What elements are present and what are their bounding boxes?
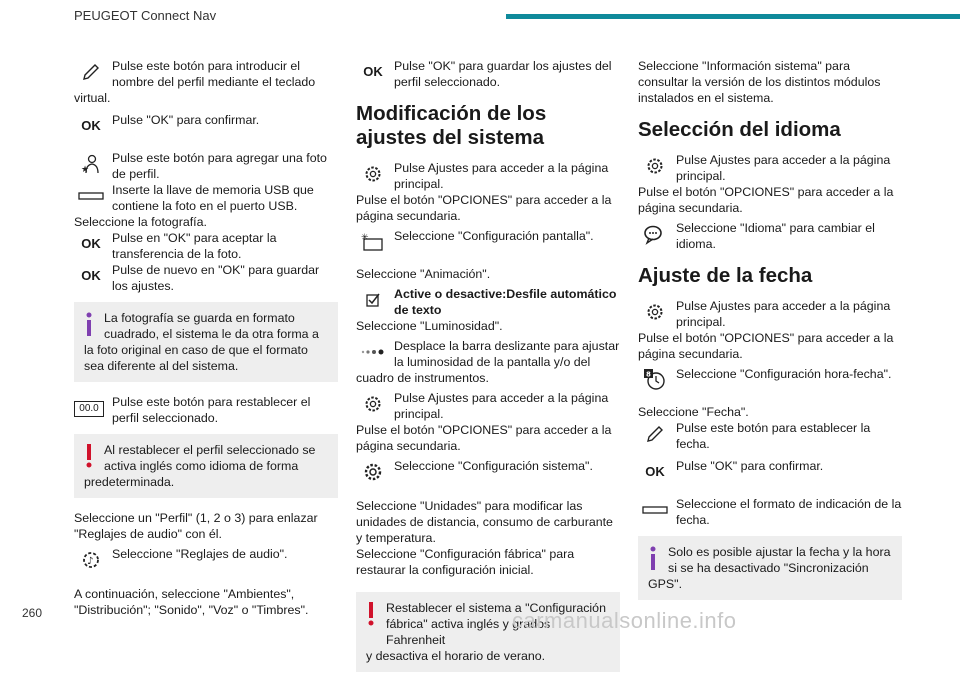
section-heading-date: Ajuste de la fecha — [638, 264, 813, 287]
system-instruction: Seleccione "Configuración sistema". — [356, 458, 620, 490]
clock-date-icon — [642, 369, 668, 391]
units-text: Seleccione "Unidades" para modificar las unidades de distancia, consumo de carburante y temperatura. — [356, 499, 613, 545]
info-note-date: Solo es posible ajustar la fecha y la hora si se ha desactivado "Sincronización GPS". — [638, 536, 902, 600]
brightness-slider-icon — [360, 341, 386, 363]
settings-instruction-4: Pulse Ajustes para acceder a la página principal. — [638, 298, 902, 330]
ok-transfer-instruction: OK Pulse en "OK" para aceptar la transferencia de la foto. — [74, 230, 338, 262]
slider-instruction: Desplace la barra deslizante para ajustar la luminosidad de la pantalla y/o del cuadro de instrumentos. — [356, 339, 620, 385]
settings-gear-icon — [642, 155, 668, 177]
ok-confirm-date-instruction: OK Pulse "OK" para confirmar. — [638, 458, 902, 490]
reset-icon: 00.0 — [74, 401, 104, 417]
column-3 — [638, 58, 902, 612]
pencil-icon — [642, 423, 668, 445]
language-icon — [642, 223, 668, 245]
settings-gear-icon — [360, 393, 386, 415]
warning-marker-icon — [86, 444, 90, 466]
ok-icon: OK — [645, 464, 665, 479]
info-marker-icon — [86, 312, 90, 334]
system-info-text: Seleccione "Información sistema" para consultar la versión de los distintos módulos instalados en el sistema. — [638, 59, 881, 105]
warning-note-factory: Restablecer el sistema a "Configuración fábrica" activa inglés y grados Fahrenheit y desactiva el horario de verano. — [356, 592, 620, 672]
screen-instruction: ✳ Seleccione "Configuración pantalla". — [356, 228, 620, 260]
factory-text: Seleccione "Configuración fábrica" para restaurar la configuración inicial. — [356, 547, 575, 577]
language-instruction: Seleccione "Idioma" para cambiar el idioma. — [638, 220, 902, 252]
header-accent-bar — [506, 14, 960, 19]
brightness-text: Seleccione "Luminosidad". — [356, 319, 503, 333]
settings-instruction-3: Pulse Ajustes para acceder a la página principal. — [638, 152, 902, 184]
options-text-3: Pulse el botón "OPCIONES" para acceder a la página secundaria. — [638, 185, 894, 215]
ok-icon: OK — [81, 236, 101, 251]
screen-icon — [360, 231, 386, 253]
watermark: carmanualsonline.info — [512, 608, 737, 633]
svg-text:♪: ♪ — [87, 556, 94, 567]
info-note: La fotografía se guarda en formato cuadrado, el sistema le da otra forma a la foto original en caso de que el formato sea diferente al del sistema. — [74, 302, 338, 382]
format-instruction: Seleccione el formato de indicación de la fecha. — [638, 496, 902, 528]
photo-instruction: ★ Pulse este botón para agregar una foto de perfil. — [74, 150, 338, 182]
audio-settings-icon — [78, 549, 104, 571]
ok-instruction: OK Pulse "OK" para confirmar. — [74, 112, 338, 144]
pencil-date-instruction: Pulse este botón para establecer la fecha. — [638, 420, 902, 452]
settings-instruction-2: Pulse Ajustes para acceder a la página principal. — [356, 390, 620, 422]
ok-save-profile-instruction: OK Pulse "OK" para guardar los ajustes del perfil seleccionado. — [356, 58, 620, 90]
audio-instruction: ♪ Seleccione "Reglajes de audio". — [74, 546, 338, 578]
options-text-4: Pulse el botón "OPCIONES" para acceder a la página secundaria. — [638, 331, 894, 361]
usb-key-icon — [78, 185, 104, 207]
then-select-text: A continuación, seleccione "Ambientes", "Distribución"; "Sonido", "Voz" o "Timbres". — [74, 587, 309, 617]
options-text-2: Pulse el botón "OPCIONES" para acceder a la página secundaria. — [356, 423, 612, 453]
header-title: PEUGEOT Connect Nav — [74, 8, 217, 23]
settings-gear-icon — [642, 301, 668, 323]
ok-icon: OK — [81, 118, 101, 133]
pencil-icon — [78, 61, 104, 83]
svg-text:★: ★ — [81, 165, 90, 175]
reset-instruction: 00.0 Pulse este botón para restablecer el perfil seleccionado. — [74, 394, 338, 426]
settings-gear-icon — [360, 163, 386, 185]
pencil-instruction: Pulse este botón para introducir el nombre del perfil mediante el teclado virtual. — [74, 59, 316, 105]
ok-icon: OK — [81, 268, 101, 283]
photo-profile-icon — [78, 153, 104, 175]
animation-text: Seleccione "Animación". — [356, 267, 491, 281]
options-text: Pulse el botón "OPCIONES" para acceder a la página secundaria. — [356, 193, 612, 223]
scroll-instruction: Active o desactive:Desfile automático de texto — [356, 286, 620, 318]
system-gear-icon — [360, 461, 386, 483]
checkbox-icon — [360, 289, 386, 311]
ok-save-instruction: OK Pulse de nuevo en "OK" para guardar los ajustes. — [74, 262, 338, 294]
info-marker-icon — [650, 546, 654, 568]
section-heading-system: Modificación de los ajustes del sistema — [356, 102, 547, 149]
column-2 — [356, 58, 620, 684]
datetime-instruction: 8 Seleccione "Configuración hora-fecha". — [638, 366, 902, 398]
fecha-text: Seleccione "Fecha". — [638, 405, 749, 419]
settings-instruction: Pulse Ajustes para acceder a la página principal. — [356, 160, 620, 192]
select-photo-text: Seleccione la fotografía. — [74, 215, 207, 229]
usb-key-icon — [642, 499, 668, 521]
section-heading-language: Selección del idioma — [638, 118, 841, 141]
select-profile-text: Seleccione un "Perfil" (1, 2 o 3) para enlazar "Reglajes de audio" con él. — [74, 511, 318, 541]
ok-icon: OK — [363, 64, 383, 79]
svg-text:✳: ✳ — [361, 233, 369, 243]
page-number: 260 — [22, 606, 43, 620]
warning-note: Al restablecer el perfil seleccionado se activa inglés como idioma de forma predeterminada. — [74, 434, 338, 498]
warning-marker-icon — [368, 602, 372, 624]
svg-text:8: 8 — [646, 370, 651, 379]
usb-instruction: Inserte la llave de memoria USB que contiene la foto en el puerto USB. — [74, 182, 338, 214]
column-1 — [74, 58, 338, 622]
